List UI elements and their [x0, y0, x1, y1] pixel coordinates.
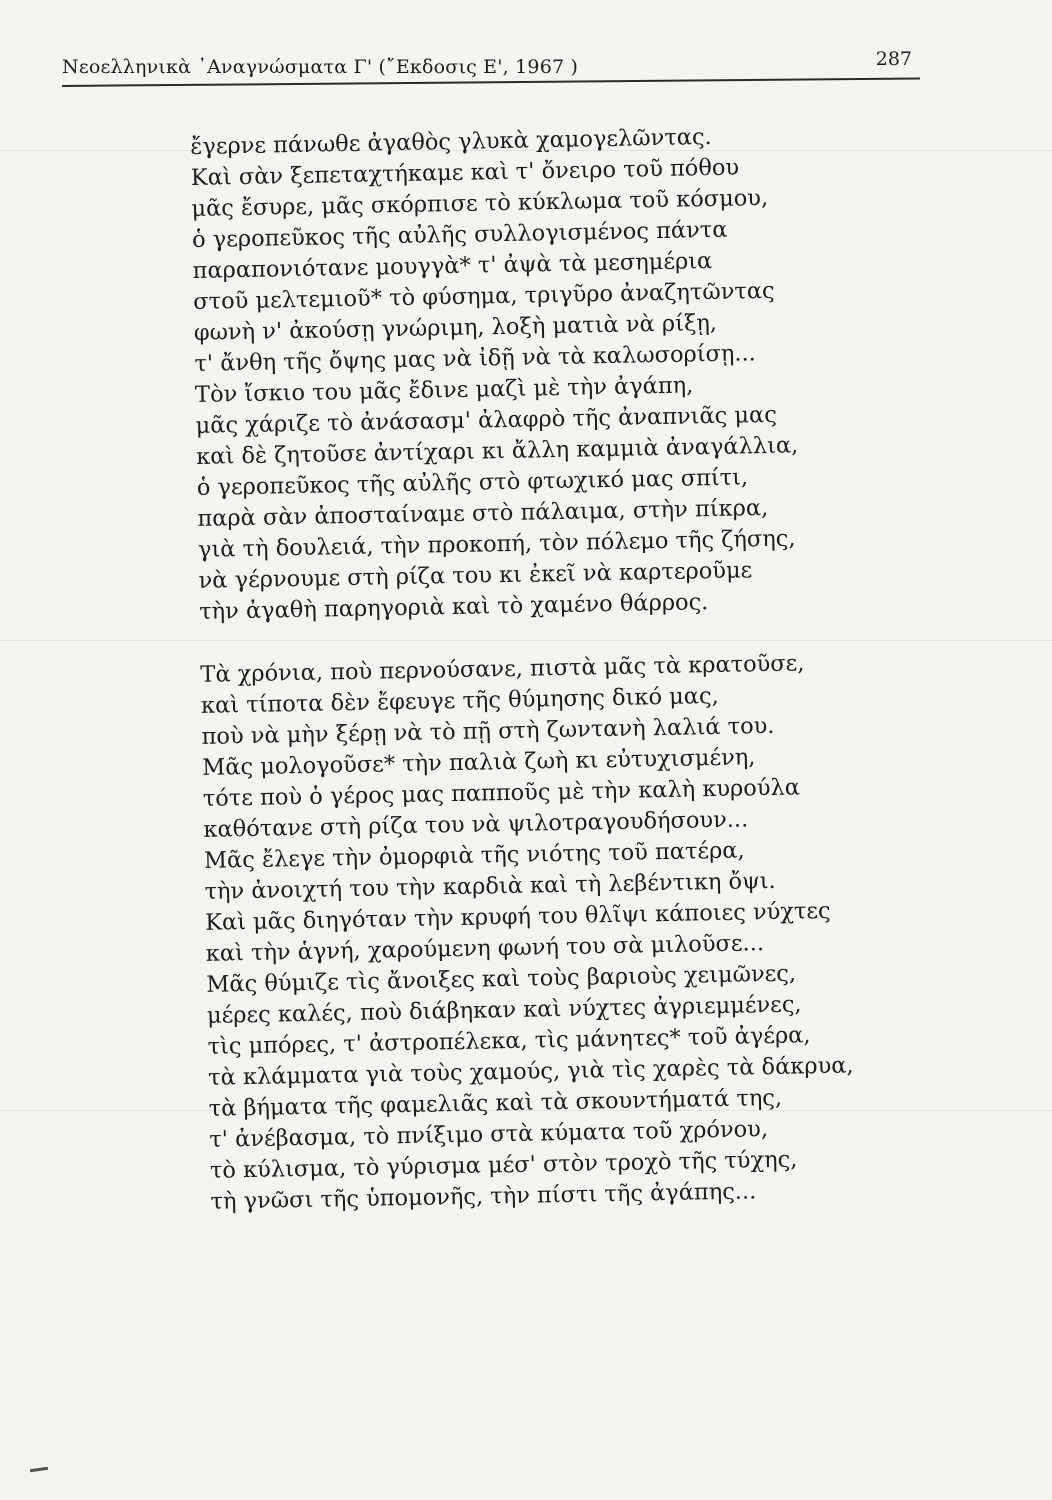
- poem-line: τὴ γνῶσι τῆς ὑπομονῆς, τὴν πίστι τῆς ἀγάπης...: [210, 1178, 757, 1215]
- poem-line: τὶς μπόρες, τ' ἀστροπέλεκα, τὶς μάνητες* τοῦ ἀγέρα,: [207, 1022, 811, 1060]
- poem-line: Καὶ μᾶς διηγόταν τὴν κρυφή του θλῖψι κάποιες νύχτες: [204, 897, 831, 936]
- poem-line: ὁ γεροπεῦκος τῆς αὐλῆς στὸ φτωχικό μας σπίτι,: [196, 464, 749, 501]
- poem-line: μᾶς ἔσυρε, μᾶς σκόρπισε τὸ κύκλωμα τοῦ κόσμου,: [191, 184, 769, 222]
- poem-line: στοῦ μελτεμιοῦ* τὸ φύσημα, τριγῦρο ἀναζητῶντας: [193, 277, 775, 315]
- poem-line: μᾶς χάριζε τὸ ἀνάσασμ' ἀλαφρὸ τῆς ἀναπνιᾶς μας: [195, 401, 778, 439]
- poem-line: Τὸν ἴσκιο του μᾶς ἔδινε μαζὶ μὲ τὴν ἀγάπη,: [194, 372, 694, 408]
- poem-line: καὶ τίποτα δὲν ἔφευγε τῆς θύμησης δικό μας,: [200, 682, 719, 719]
- poem-line: ἔγερνε πάνωθε ἀγαθὸς γλυκὰ χαμογελῶντας.: [190, 123, 712, 160]
- poem-line: καὶ τὴν ἁγνή, χαρούμενη φωνή του σὰ μιλοῦσε...: [205, 930, 765, 967]
- stanza-2: [200, 646, 931, 1218]
- poem-line: παρὰ σὰν ἀποσταίναμε στὸ πάλαιμα, στὴν πίκρα,: [197, 494, 769, 532]
- margin-mark: [30, 1467, 48, 1472]
- stanza-1: [190, 118, 919, 628]
- running-title: Νεοελληνικὰ ᾿Αναγνώσματα Γ' (῎Εκδοσις Ε', 1967 ): [62, 56, 579, 78]
- poem-line: τότε ποὺ ὁ γέρος μας παπποῦς μὲ τὴν καλὴ κυρούλα: [202, 774, 801, 812]
- poem-line: τὴν ἀγαθὴ παρηγοριὰ καὶ τὸ χαμένο θάρρος.: [198, 589, 709, 625]
- page-number: 287: [875, 48, 912, 70]
- poem-line: Μᾶς μολογοῦσε* τὴν παλιὰ ζωὴ κι εὐτυχισμένη,: [201, 744, 756, 781]
- poem-line: τὰ κλάμματα γιὰ τοὺς χαμούς, γιὰ τὶς χαρὲς τὰ δάκρυα,: [207, 1052, 854, 1091]
- poem: [190, 118, 931, 1218]
- poem-line: καθότανε στὴ ρίζα του νὰ ψιλοτραγουδήσουν...: [203, 806, 749, 843]
- poem-line: Μᾶς θύμιζε τὶς ἄνοιξες καὶ τοὺς βαριοὺς χειμῶνες,: [206, 960, 797, 998]
- poem-line: ποὺ νὰ μὴν ξέρῃ νὰ τὸ πῇ στὴ ζωντανὴ λαλιά του.: [201, 712, 775, 750]
- poem-line: καὶ δὲ ζητοῦσε ἀντίχαρι κι ἄλλη καμμιὰ ἀναγάλλια,: [195, 432, 799, 470]
- poem-line: τὸ κύλισμα, τὸ γύρισμα μέσ' στὸν τροχὸ τῆς τύχης,: [209, 1146, 798, 1184]
- poem-line: τὴν ἀνοιχτή του τὴν καρδιὰ καὶ τὴ λεβέντικη ὄψι.: [204, 867, 776, 905]
- poem-line: φωνὴ ν' ἀκούσῃ γνώριμη, λοξὴ ματιὰ νὰ ρίξῃ,: [193, 309, 718, 346]
- poem-line: νὰ γέρνουμε στὴ ρίζα του κι ἐκεῖ νὰ καρτεροῦμε: [198, 557, 753, 594]
- poem-line: τ' ἄνθη τῆς ὄψης μας νὰ ἰδῇ νὰ τὰ καλωσορίσῃ...: [194, 340, 757, 377]
- poem-line: Καὶ σὰν ξεπεταχτήκαμε καὶ τ' ὄνειρο τοῦ πόθου: [190, 154, 740, 191]
- poem-line: γιὰ τὴ δουλειά, τὴν προκοπή, τὸν πόλεμο τῆς ζήσης,: [197, 525, 796, 563]
- poem-line: τ' ἀνέβασμα, τὸ πνίξιμο στὰ κύματα τοῦ χρόνου,: [209, 1116, 769, 1153]
- poem-line: Τὰ χρόνια, ποὺ περνούσανε, πιστὰ μᾶς τὰ κρατοῦσε,: [200, 650, 805, 688]
- poem-line: παραπονιότανε μουγγὰ* τ' ἀψὰ τὰ μεσημέρια: [192, 248, 713, 284]
- poem-line: ὁ γεροπεῦκος τῆς αὐλῆς συλλογισμένος πάντα: [191, 216, 728, 253]
- poem-line: Μᾶς ἔλεγε τὴν ὀμορφιὰ τῆς νιότης τοῦ πατέρα,: [203, 837, 745, 874]
- poem-line: τὰ βήματα τῆς φαμελιᾶς καὶ τὰ σκουντήματά της,: [208, 1084, 783, 1122]
- poem-line: μέρες καλές, ποὺ διάβηκαν καὶ νύχτες ἀγριεμμένες,: [206, 991, 802, 1029]
